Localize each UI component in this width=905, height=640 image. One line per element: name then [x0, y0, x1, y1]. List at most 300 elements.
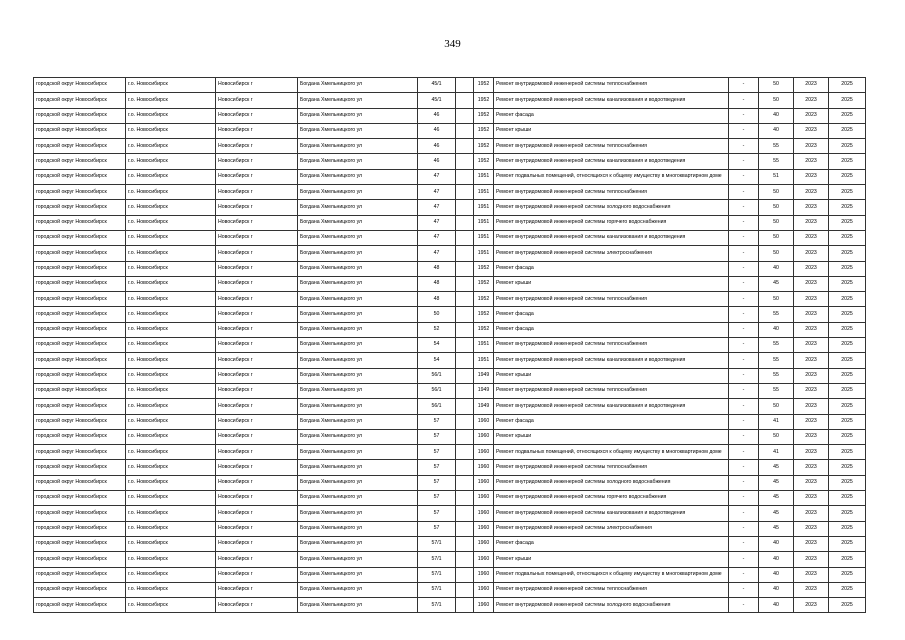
start-year-cell: 2023: [794, 582, 829, 597]
municipality-cell: городской округ Новосибирск: [34, 567, 126, 582]
district-cell: г.о. Новосибирск: [126, 552, 216, 567]
building-cell: [456, 506, 474, 521]
volume-cell: -: [729, 460, 759, 475]
city-cell: Новосибирск г: [216, 322, 298, 337]
end-year-cell: 2025: [829, 399, 866, 414]
building-cell: [456, 185, 474, 200]
house-number-cell: 47: [418, 230, 456, 245]
city-cell: Новосибирск г: [216, 185, 298, 200]
work-type-cell: Ремонт внутридомовой инженерной системы холодного водоснабжения: [494, 475, 729, 490]
volume-cell: -: [729, 246, 759, 261]
year-built-cell: 1952: [474, 123, 494, 138]
volume-cell: -: [729, 230, 759, 245]
district-cell: г.о. Новосибирск: [126, 399, 216, 414]
year-built-cell: 1952: [474, 154, 494, 169]
work-type-cell: Ремонт внутридомовой инженерной системы электроснабжения: [494, 521, 729, 536]
building-cell: [456, 261, 474, 276]
start-year-cell: 2023: [794, 399, 829, 414]
wear-cell: 50: [759, 230, 794, 245]
street-cell: Богдана Хмельницкого ул: [298, 322, 418, 337]
street-cell: Богдана Хмельницкого ул: [298, 506, 418, 521]
house-number-cell: 47: [418, 185, 456, 200]
wear-cell: 55: [759, 368, 794, 383]
district-cell: г.о. Новосибирск: [126, 200, 216, 215]
street-cell: Богдана Хмельницкого ул: [298, 139, 418, 154]
work-type-cell: Ремонт фасада: [494, 108, 729, 123]
house-number-cell: 56/1: [418, 383, 456, 398]
work-type-cell: Ремонт крыши: [494, 552, 729, 567]
street-cell: Богдана Хмельницкого ул: [298, 215, 418, 230]
end-year-cell: 2025: [829, 292, 866, 307]
building-cell: [456, 230, 474, 245]
building-cell: [456, 246, 474, 261]
volume-cell: -: [729, 383, 759, 398]
work-type-cell: Ремонт внутридомовой инженерной системы теплоснабжения: [494, 139, 729, 154]
wear-cell: 40: [759, 536, 794, 551]
start-year-cell: 2023: [794, 169, 829, 184]
start-year-cell: 2023: [794, 123, 829, 138]
table-row: [34, 93, 866, 108]
start-year-cell: 2023: [794, 491, 829, 506]
year-built-cell: 1960: [474, 552, 494, 567]
year-built-cell: 1960: [474, 598, 494, 613]
start-year-cell: 2023: [794, 429, 829, 444]
year-built-cell: 1951: [474, 246, 494, 261]
volume-cell: -: [729, 215, 759, 230]
street-cell: Богдана Хмельницкого ул: [298, 582, 418, 597]
start-year-cell: 2023: [794, 215, 829, 230]
district-cell: г.о. Новосибирск: [126, 123, 216, 138]
work-type-cell: Ремонт внутридомовой инженерной системы канализования и водоотведения: [494, 353, 729, 368]
start-year-cell: 2023: [794, 139, 829, 154]
city-cell: Новосибирск г: [216, 445, 298, 460]
table-row: [34, 123, 866, 138]
city-cell: Новосибирск г: [216, 154, 298, 169]
year-built-cell: 1952: [474, 261, 494, 276]
district-cell: г.о. Новосибирск: [126, 246, 216, 261]
district-cell: г.о. Новосибирск: [126, 185, 216, 200]
wear-cell: 50: [759, 215, 794, 230]
city-cell: Новосибирск г: [216, 383, 298, 398]
wear-cell: 45: [759, 460, 794, 475]
volume-cell: -: [729, 338, 759, 353]
city-cell: Новосибирск г: [216, 429, 298, 444]
building-cell: [456, 307, 474, 322]
district-cell: г.о. Новосибирск: [126, 414, 216, 429]
volume-cell: -: [729, 261, 759, 276]
building-cell: [456, 460, 474, 475]
start-year-cell: 2023: [794, 292, 829, 307]
end-year-cell: 2025: [829, 429, 866, 444]
city-cell: Новосибирск г: [216, 246, 298, 261]
building-cell: [456, 200, 474, 215]
district-cell: г.о. Новосибирск: [126, 598, 216, 613]
street-cell: Богдана Хмельницкого ул: [298, 460, 418, 475]
table-row: [34, 154, 866, 169]
house-number-cell: 48: [418, 261, 456, 276]
wear-cell: 40: [759, 598, 794, 613]
start-year-cell: 2023: [794, 93, 829, 108]
start-year-cell: 2023: [794, 307, 829, 322]
end-year-cell: 2025: [829, 230, 866, 245]
wear-cell: 50: [759, 292, 794, 307]
city-cell: Новосибирск г: [216, 536, 298, 551]
wear-cell: 55: [759, 338, 794, 353]
municipality-cell: городской округ Новосибирск: [34, 383, 126, 398]
house-number-cell: 46: [418, 139, 456, 154]
volume-cell: -: [729, 536, 759, 551]
street-cell: Богдана Хмельницкого ул: [298, 108, 418, 123]
wear-cell: 45: [759, 491, 794, 506]
city-cell: Новосибирск г: [216, 521, 298, 536]
table-row: [34, 598, 866, 613]
year-built-cell: 1949: [474, 399, 494, 414]
house-number-cell: 57/1: [418, 536, 456, 551]
year-built-cell: 1951: [474, 353, 494, 368]
end-year-cell: 2025: [829, 307, 866, 322]
municipality-cell: городской округ Новосибирск: [34, 491, 126, 506]
municipality-cell: городской округ Новосибирск: [34, 414, 126, 429]
end-year-cell: 2025: [829, 552, 866, 567]
district-cell: г.о. Новосибирск: [126, 108, 216, 123]
district-cell: г.о. Новосибирск: [126, 139, 216, 154]
work-type-cell: Ремонт внутридомовой инженерной системы холодного водоснабжения: [494, 598, 729, 613]
street-cell: Богдана Хмельницкого ул: [298, 445, 418, 460]
municipality-cell: городской округ Новосибирск: [34, 399, 126, 414]
volume-cell: -: [729, 552, 759, 567]
building-cell: [456, 429, 474, 444]
work-type-cell: Ремонт внутридомовой инженерной системы горячего водоснабжения: [494, 491, 729, 506]
volume-cell: -: [729, 169, 759, 184]
city-cell: Новосибирск г: [216, 582, 298, 597]
building-cell: [456, 338, 474, 353]
house-number-cell: 57: [418, 429, 456, 444]
work-type-cell: Ремонт крыши: [494, 123, 729, 138]
house-number-cell: 57: [418, 475, 456, 490]
city-cell: Новосибирск г: [216, 276, 298, 291]
city-cell: Новосибирск г: [216, 353, 298, 368]
table-row: [34, 261, 866, 276]
volume-cell: -: [729, 78, 759, 93]
work-type-cell: Ремонт внутридомовой инженерной системы теплоснабжения: [494, 78, 729, 93]
work-type-cell: Ремонт внутридомовой инженерной системы канализования и водоотведения: [494, 506, 729, 521]
end-year-cell: 2025: [829, 215, 866, 230]
start-year-cell: 2023: [794, 598, 829, 613]
wear-cell: 40: [759, 123, 794, 138]
year-built-cell: 1951: [474, 338, 494, 353]
table-row: [34, 108, 866, 123]
street-cell: Богдана Хмельницкого ул: [298, 475, 418, 490]
building-cell: [456, 536, 474, 551]
year-built-cell: 1952: [474, 322, 494, 337]
end-year-cell: 2025: [829, 582, 866, 597]
table-row: [34, 307, 866, 322]
building-cell: [456, 108, 474, 123]
table-row: [34, 429, 866, 444]
municipality-cell: городской округ Новосибирск: [34, 139, 126, 154]
volume-cell: -: [729, 322, 759, 337]
wear-cell: 55: [759, 154, 794, 169]
street-cell: Богдана Хмельницкого ул: [298, 414, 418, 429]
district-cell: г.о. Новосибирск: [126, 536, 216, 551]
city-cell: Новосибирск г: [216, 567, 298, 582]
building-cell: [456, 567, 474, 582]
end-year-cell: 2025: [829, 139, 866, 154]
work-type-cell: Ремонт крыши: [494, 276, 729, 291]
start-year-cell: 2023: [794, 108, 829, 123]
building-cell: [456, 78, 474, 93]
building-cell: [456, 353, 474, 368]
municipality-cell: городской округ Новосибирск: [34, 429, 126, 444]
municipality-cell: городской округ Новосибирск: [34, 322, 126, 337]
start-year-cell: 2023: [794, 154, 829, 169]
building-cell: [456, 598, 474, 613]
city-cell: Новосибирск г: [216, 552, 298, 567]
table-row: [34, 185, 866, 200]
start-year-cell: 2023: [794, 460, 829, 475]
wear-cell: 50: [759, 399, 794, 414]
page-number: 349: [444, 38, 461, 50]
year-built-cell: 1960: [474, 475, 494, 490]
start-year-cell: 2023: [794, 246, 829, 261]
building-cell: [456, 552, 474, 567]
end-year-cell: 2025: [829, 506, 866, 521]
work-type-cell: Ремонт внутридомовой инженерной системы теплоснабжения: [494, 292, 729, 307]
city-cell: Новосибирск г: [216, 307, 298, 322]
city-cell: Новосибирск г: [216, 368, 298, 383]
street-cell: Богдана Хмельницкого ул: [298, 292, 418, 307]
table-body: [34, 78, 866, 613]
city-cell: Новосибирск г: [216, 108, 298, 123]
wear-cell: 41: [759, 414, 794, 429]
district-cell: г.о. Новосибирск: [126, 445, 216, 460]
year-built-cell: 1960: [474, 582, 494, 597]
table-row: [34, 414, 866, 429]
house-number-cell: 57: [418, 460, 456, 475]
start-year-cell: 2023: [794, 536, 829, 551]
house-number-cell: 47: [418, 246, 456, 261]
wear-cell: 50: [759, 200, 794, 215]
building-cell: [456, 139, 474, 154]
start-year-cell: 2023: [794, 230, 829, 245]
district-cell: г.о. Новосибирск: [126, 460, 216, 475]
start-year-cell: 2023: [794, 552, 829, 567]
table-row: [34, 353, 866, 368]
municipality-cell: городской округ Новосибирск: [34, 598, 126, 613]
municipality-cell: городской округ Новосибирск: [34, 93, 126, 108]
end-year-cell: 2025: [829, 445, 866, 460]
end-year-cell: 2025: [829, 169, 866, 184]
work-type-cell: Ремонт внутридомовой инженерной системы канализования и водоотведения: [494, 230, 729, 245]
year-built-cell: 1960: [474, 460, 494, 475]
table-row: [34, 475, 866, 490]
wear-cell: 50: [759, 246, 794, 261]
house-number-cell: 50: [418, 307, 456, 322]
work-type-cell: Ремонт внутридомовой инженерной системы канализования и водоотведения: [494, 93, 729, 108]
house-number-cell: 57/1: [418, 552, 456, 567]
work-type-cell: Ремонт внутридомовой инженерной системы канализования и водоотведения: [494, 399, 729, 414]
house-number-cell: 56/1: [418, 368, 456, 383]
table-row: [34, 169, 866, 184]
end-year-cell: 2025: [829, 460, 866, 475]
house-number-cell: 52: [418, 322, 456, 337]
district-cell: г.о. Новосибирск: [126, 78, 216, 93]
street-cell: Богдана Хмельницкого ул: [298, 78, 418, 93]
district-cell: г.о. Новосибирск: [126, 475, 216, 490]
wear-cell: 40: [759, 582, 794, 597]
end-year-cell: 2025: [829, 185, 866, 200]
year-built-cell: 1952: [474, 307, 494, 322]
wear-cell: 55: [759, 353, 794, 368]
year-built-cell: 1951: [474, 230, 494, 245]
house-number-cell: 57: [418, 521, 456, 536]
start-year-cell: 2023: [794, 353, 829, 368]
table-row: [34, 491, 866, 506]
volume-cell: -: [729, 200, 759, 215]
street-cell: Богдана Хмельницкого ул: [298, 567, 418, 582]
start-year-cell: 2023: [794, 338, 829, 353]
work-type-cell: Ремонт крыши: [494, 429, 729, 444]
volume-cell: -: [729, 491, 759, 506]
house-number-cell: 45/1: [418, 78, 456, 93]
table-row: [34, 276, 866, 291]
city-cell: Новосибирск г: [216, 230, 298, 245]
year-built-cell: 1951: [474, 215, 494, 230]
end-year-cell: 2025: [829, 276, 866, 291]
volume-cell: -: [729, 154, 759, 169]
house-number-cell: 57/1: [418, 582, 456, 597]
city-cell: Новосибирск г: [216, 215, 298, 230]
wear-cell: 55: [759, 307, 794, 322]
city-cell: Новосибирск г: [216, 598, 298, 613]
start-year-cell: 2023: [794, 185, 829, 200]
municipality-cell: городской округ Новосибирск: [34, 307, 126, 322]
start-year-cell: 2023: [794, 521, 829, 536]
wear-cell: 40: [759, 552, 794, 567]
work-type-cell: Ремонт внутридомовой инженерной системы теплоснабжения: [494, 383, 729, 398]
district-cell: г.о. Новосибирск: [126, 215, 216, 230]
street-cell: Богдана Хмельницкого ул: [298, 368, 418, 383]
house-number-cell: 46: [418, 108, 456, 123]
street-cell: Богдана Хмельницкого ул: [298, 154, 418, 169]
work-type-cell: Ремонт фасада: [494, 536, 729, 551]
table-row: [34, 292, 866, 307]
start-year-cell: 2023: [794, 475, 829, 490]
year-built-cell: 1951: [474, 169, 494, 184]
building-cell: [456, 169, 474, 184]
volume-cell: -: [729, 93, 759, 108]
start-year-cell: 2023: [794, 368, 829, 383]
table-row: [34, 78, 866, 93]
city-cell: Новосибирск г: [216, 399, 298, 414]
city-cell: Новосибирск г: [216, 414, 298, 429]
city-cell: Новосибирск г: [216, 123, 298, 138]
end-year-cell: 2025: [829, 383, 866, 398]
municipality-cell: городской округ Новосибирск: [34, 123, 126, 138]
city-cell: Новосибирск г: [216, 491, 298, 506]
end-year-cell: 2025: [829, 93, 866, 108]
street-cell: Богдана Хмельницкого ул: [298, 276, 418, 291]
volume-cell: -: [729, 598, 759, 613]
district-cell: г.о. Новосибирск: [126, 292, 216, 307]
municipality-cell: городской округ Новосибирск: [34, 200, 126, 215]
volume-cell: -: [729, 292, 759, 307]
street-cell: Богдана Хмельницкого ул: [298, 399, 418, 414]
city-cell: Новосибирск г: [216, 78, 298, 93]
table-row: [34, 582, 866, 597]
end-year-cell: 2025: [829, 108, 866, 123]
table-row: [34, 215, 866, 230]
district-cell: г.о. Новосибирск: [126, 506, 216, 521]
house-number-cell: 57/1: [418, 567, 456, 582]
year-built-cell: 1960: [474, 491, 494, 506]
building-cell: [456, 399, 474, 414]
district-cell: г.о. Новосибирск: [126, 582, 216, 597]
wear-cell: 45: [759, 276, 794, 291]
year-built-cell: 1960: [474, 445, 494, 460]
table-row: [34, 338, 866, 353]
house-number-cell: 46: [418, 154, 456, 169]
volume-cell: -: [729, 567, 759, 582]
municipality-cell: городской округ Новосибирск: [34, 536, 126, 551]
district-cell: г.о. Новосибирск: [126, 307, 216, 322]
start-year-cell: 2023: [794, 414, 829, 429]
district-cell: г.о. Новосибирск: [126, 368, 216, 383]
end-year-cell: 2025: [829, 567, 866, 582]
end-year-cell: 2025: [829, 521, 866, 536]
municipality-cell: городской округ Новосибирск: [34, 338, 126, 353]
wear-cell: 50: [759, 185, 794, 200]
building-cell: [456, 383, 474, 398]
year-built-cell: 1949: [474, 368, 494, 383]
year-built-cell: 1952: [474, 93, 494, 108]
city-cell: Новосибирск г: [216, 338, 298, 353]
municipality-cell: городской округ Новосибирск: [34, 582, 126, 597]
wear-cell: 40: [759, 108, 794, 123]
year-built-cell: 1960: [474, 414, 494, 429]
volume-cell: -: [729, 307, 759, 322]
end-year-cell: 2025: [829, 353, 866, 368]
wear-cell: 50: [759, 78, 794, 93]
house-number-cell: 54: [418, 353, 456, 368]
house-number-cell: 46: [418, 123, 456, 138]
district-cell: г.о. Новосибирск: [126, 322, 216, 337]
wear-cell: 50: [759, 93, 794, 108]
table-row: [34, 322, 866, 337]
house-number-cell: 57: [418, 506, 456, 521]
year-built-cell: 1960: [474, 429, 494, 444]
district-cell: г.о. Новосибирск: [126, 276, 216, 291]
work-type-cell: Ремонт фасада: [494, 261, 729, 276]
municipality-cell: городской округ Новосибирск: [34, 353, 126, 368]
house-number-cell: 54: [418, 338, 456, 353]
municipality-cell: городской округ Новосибирск: [34, 215, 126, 230]
city-cell: Новосибирск г: [216, 292, 298, 307]
municipality-cell: городской округ Новосибирск: [34, 276, 126, 291]
table-row: [34, 399, 866, 414]
building-cell: [456, 123, 474, 138]
building-cell: [456, 491, 474, 506]
house-number-cell: 57/1: [418, 598, 456, 613]
start-year-cell: 2023: [794, 78, 829, 93]
wear-cell: 45: [759, 506, 794, 521]
work-type-cell: Ремонт внутридомовой инженерной системы горячего водоснабжения: [494, 215, 729, 230]
volume-cell: -: [729, 506, 759, 521]
table-row: [34, 460, 866, 475]
work-type-cell: Ремонт фасада: [494, 322, 729, 337]
building-cell: [456, 93, 474, 108]
wear-cell: 55: [759, 139, 794, 154]
